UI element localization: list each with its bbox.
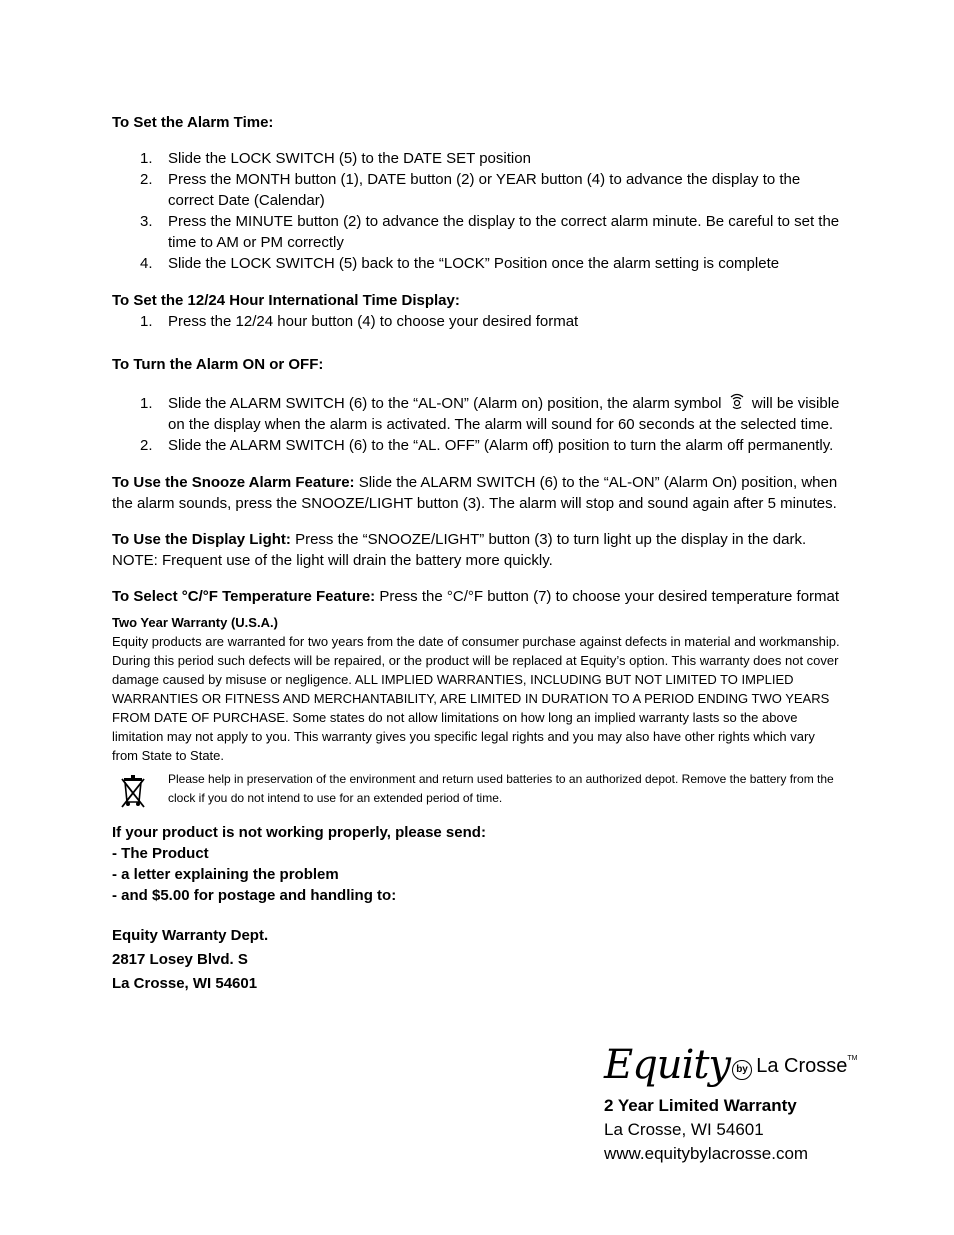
address-line: Equity Warranty Dept. — [112, 927, 269, 944]
send-line: - The Product — [112, 845, 209, 862]
temp-paragraph: To Select °C/°F Temperature Feature: Press the °C/°F button (7) to choose your desired temperature format — [112, 588, 840, 605]
alarm-time-heading: To Set the Alarm Time: — [112, 114, 274, 131]
crossed-bin-icon — [120, 774, 146, 808]
address-line: La Crosse, WI 54601 — [112, 975, 258, 992]
logo-city-line: La Crosse, WI 54601 — [604, 1120, 764, 1139]
address-block — [112, 924, 844, 996]
trademark: TM — [847, 1055, 858, 1062]
instruction-page — [112, 112, 844, 996]
alarm-onoff-heading: To Turn the Alarm ON or OFF: — [112, 356, 324, 373]
brand-name: La Crosse — [756, 1055, 848, 1077]
list-item: 2. Press the MONTH button (1), DATE button (2) or YEAR button (4) to advance the display to the correct Date (Calendar) — [140, 171, 801, 209]
light-paragraph: To Use the Display Light: Press the “SNOOZE/LIGHT” button (3) to turn light up the display in the dark. NOTE: Frequent use of the light will drain the battery more quickly. — [112, 531, 807, 569]
warranty-heading: Two Year Warranty (U.S.A.) — [112, 615, 278, 630]
time-display-steps — [112, 311, 844, 332]
list-item: 1. Slide the LOCK SWITCH (5) to the DATE SET position — [140, 150, 531, 167]
send-block — [112, 822, 844, 906]
brand-script: Equity — [604, 1042, 731, 1088]
logo-warranty-line: 2 Year Limited Warranty — [604, 1096, 797, 1115]
send-line: If your product is not working properly, please send: — [112, 824, 486, 841]
list-item: 1. Slide the ALARM SWITCH (6) to the “AL-ON” (Alarm on) position, the alarm symbol will be visible on the display when the alarm is activated. The alarm will sound for 60 seconds at the selected time. — [140, 395, 840, 433]
alarm-onoff-steps — [112, 393, 844, 456]
list-item: 3. Press the MINUTE button (2) to advance the display to the correct alarm minute. Be careful to set the time to AM or PM correctly — [140, 213, 840, 251]
list-item: 4. Slide the LOCK SWITCH (5) back to the “LOCK” Position once the alarm setting is complete — [140, 255, 780, 272]
send-line: - a letter explaining the problem — [112, 866, 339, 883]
alarm-symbol-icon — [726, 393, 748, 411]
list-item: 1. Press the 12/24 hour button (4) to choose your desired format — [140, 313, 579, 330]
address-line: 2817 Losey Blvd. S — [112, 951, 248, 968]
by-badge: by — [732, 1060, 752, 1080]
warranty-text: Equity products are warranted for two years from the date of consumer purchase against defects in material and workmanship. During this period such defects will be repaired, or the product will be replaced at Equity’s option. This warranty does not cover damage caused by misuse or negligence. ALL IMPLIED WARRANTIES, INCLUDING BUT NOT LIMITED TO IMPLIED WARRANTIES OR FITNESS AND MERCHANTABILITY, ARE LIMITED IN DURATION TO A PERIOD ENDING TWO YEARS FROM DATE OF PURCHASE. Some states do not allow limitations on how long an implied warranty lasts so the above limitation may not apply to you. This warranty gives you specific legal rights and you may also have other rights which vary from State to State. — [112, 634, 840, 763]
equity-logo — [604, 1042, 864, 1166]
alarm-time-steps — [112, 148, 844, 274]
time-display-heading: To Set the 12/24 Hour International Time Display: — [112, 292, 460, 309]
snooze-paragraph: To Use the Snooze Alarm Feature: Slide the ALARM SWITCH (6) to the “AL-ON” (Alarm On) position, when the alarm sounds, press the SNOOZE/LIGHT button (3). The alarm will stop and sound again after 5 minutes. — [112, 474, 838, 512]
recycle-notice — [112, 770, 844, 810]
list-item: 2. Slide the ALARM SWITCH (6) to the “AL. OFF” (Alarm off) position to turn the alarm off permanently. — [140, 437, 834, 454]
logo-url-line: www.equitybylacrosse.com — [604, 1144, 809, 1163]
brand-mark — [604, 1042, 864, 1088]
recycle-text: Please help in preservation of the environment and return used batteries to an authorized depot. Remove the battery from the clock if you do not intend to use for an extended period of time. — [168, 772, 834, 805]
send-line: - and $5.00 for postage and handling to: — [112, 887, 397, 904]
